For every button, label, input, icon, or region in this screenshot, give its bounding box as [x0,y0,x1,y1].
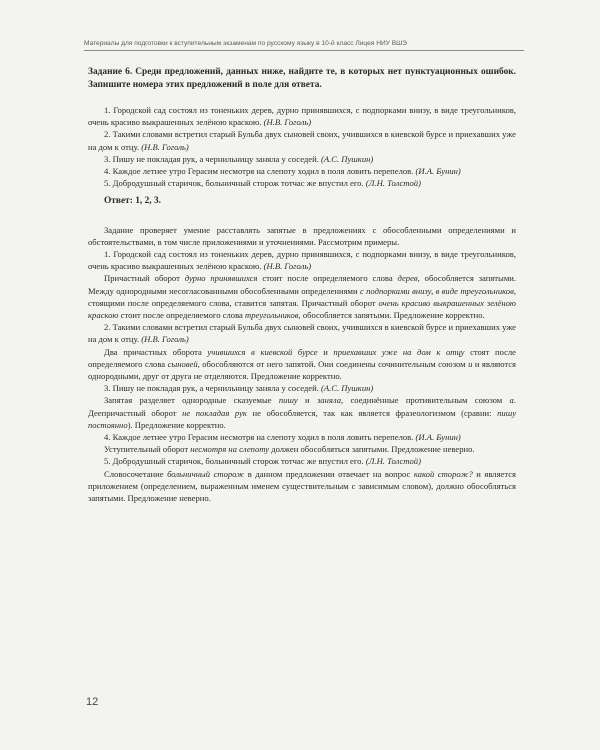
comment-4: Уступительный оборот несмотря на слепоту должен обособляться запятыми. Предложение неверно. [104,444,475,455]
answer: Ответ: 1, 2, 3. [104,196,161,207]
page-number: 12 [86,696,99,708]
sentence-source: (Н.В. Гоголь) [141,334,189,345]
comment-1: Причастный оборот дурно принявшихся стоит после определяемого слова дерев, обособляется запятыми. Между однородными несогласованными обособленными определениями с подпорками внизу, в виде треугольников, стоящими после определяемого слова, ставится запятая. Причастный оборот очень красиво выкрашенных зелёною краскою стоит после определяемого слова треугольников, обособляется запятыми. Предложение корректно. [88,273,517,321]
example-sentence-5 [88,455,516,467]
sentence-item-3 [88,153,516,165]
sentence-number: 2. [104,322,111,333]
example-sentence-4 [88,431,516,443]
sentence-source: (И.А. Бунин) [415,432,461,443]
sentence-source: (А.С. Пушкин) [321,153,374,164]
sentence-source: (А.С. Пушкин) [321,383,374,394]
sentence-source: (Л.Н. Толстой) [365,456,421,467]
comment-3: Запятая разделяет однородные сказуемые пишу и заняла, соединённые противительным союзом а. Деепричастный оборот не покладая рук не обособляется, так как является фразеологизмом (сравни: пишу постоянно). Предложение корректно. [88,395,517,430]
sentence-text: Каждое летнее утро Герасим несмотря на слепоту ходил в поля ловить перепелов. [112,432,414,443]
sentence-list [88,104,516,189]
sentence-text: Такими словами встретил старый Бульба двух сыновей своих, учившихся в киевской бурсе и приехавших уже на дом к отцу. [88,322,516,345]
sentence-number: 3. [104,153,111,164]
sentence-number: 4. [104,432,111,443]
sentence-item-5 [88,177,516,189]
sentence-text: Добродушный старичок, больничный сторож тотчас же впустил его. [112,178,364,189]
sentence-number: 1. [104,105,111,115]
sentence-text: Добродушный старичок, больничный сторож тотчас же впустил его. [112,456,364,467]
comment-2: Два причастных оборота учившихся в киевской бурсе и приехавших уже на дом к отцу стоят после определяемого слова сыновей, обособляются от него запятой. Они соединены сочинительным союзом и и являются однородными, друг от друга не отделяются. Предложение корректно. [88,346,517,382]
page-header: Материалы для подготовки к вступительным экзаменам по русскому языку в 10-й класс Лицея НИУ ВШЭ [84,40,407,47]
example-sentence-1 [88,248,516,272]
sentence-source: (И.А. Бунин) [415,166,461,177]
sentence-text: Городской сад состоял из тоненьких дерев, дурно принявшихся, с подпорками внизу, в виде треугольников, очень красиво выкрашенных зелёною краскою. [88,105,516,128]
task-heading: Задание 6. Среди предложений, данных ниже, найдите те, в которых нет пунктуационных ошибок. Запишите номера этих предложений в поле для ответа. [88,67,516,90]
sentence-item-1 [88,104,516,128]
sentence-number: 4. [104,166,111,177]
sentence-text: Каждое летнее утро Герасим несмотря на слепоту ходил в поля ловить перепелов. [112,166,414,177]
sentence-source: (Н.В. Гоголь) [263,261,312,272]
sentence-text: Такими словами встретил старый Бульба двух сыновей своих, учившихся в киевской бурсе и приехавших уже на дом к отцу. [88,129,516,152]
sentence-text: Пишу не покладая рук, а чернильницу заняла у соседей. [112,383,319,394]
example-sentence-3 [88,382,516,394]
example-sentence-2 [88,321,516,345]
sentence-number: 1. [104,249,111,260]
sentence-item-2 [88,128,516,152]
sentence-source: (Н.В. Гоголь) [263,117,312,128]
sentence-source: (Н.В. Гоголь) [141,141,189,152]
sentence-item-4 [88,165,516,177]
page-content [88,66,516,504]
sentence-number: 2. [104,129,111,140]
sentence-source: (Л.Н. Толстой) [365,178,421,189]
sentence-number: 5. [104,178,111,189]
sentence-text: Городской сад состоял из тоненьких дерев, дурно принявшихся, с подпорками внизу, в виде треугольников, очень красиво выкрашенных зелёною краскою. [88,249,516,272]
header-rule [84,50,524,51]
comment-5: Словосочетание больничный сторож в данном предложении отвечает на вопрос какой сторож? и является приложением (определением, выраженным именем существительным с зависимым словом), должно обособляться запятыми. Предложение неверно. [88,468,516,504]
explanation-intro: Задание проверяет умение расставлять запятые в предложениях с обособленными определениями и обстоятельствами, в том числе приложениями и уточнениями. Рассмотрим примеры. [88,224,516,247]
sentence-number: 5. [104,456,111,467]
sentence-number: 3. [104,383,111,394]
sentence-text: Пишу не покладая рук, а чернильницу заняла у соседей. [112,153,319,164]
explanation [88,224,516,505]
